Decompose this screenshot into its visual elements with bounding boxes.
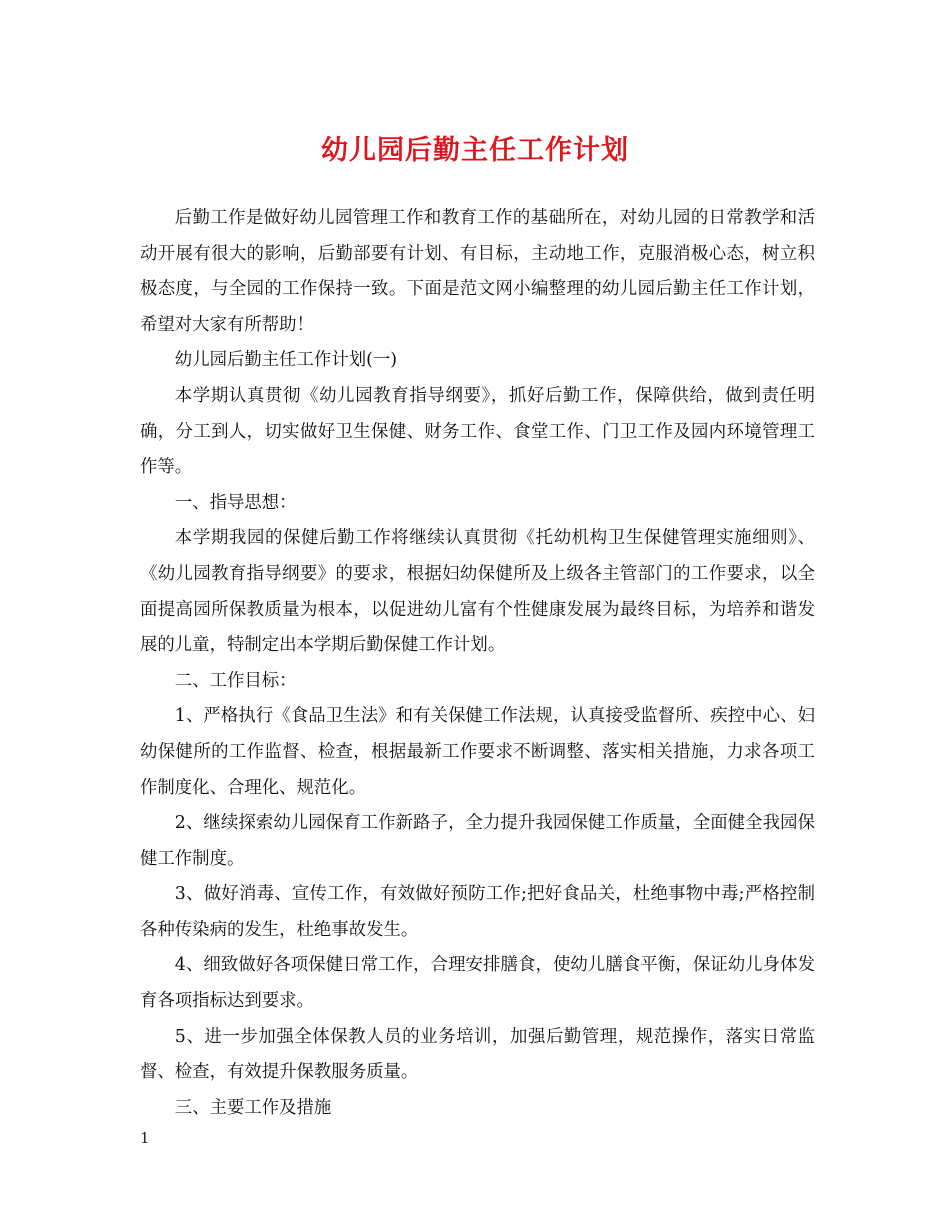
document-title: 幼儿园后勤主任工作计划 <box>321 135 629 166</box>
section-heading-plan-one: 幼儿园后勤主任工作计划(一) <box>174 350 398 371</box>
intro-paragraph: 后勤工作是做好幼儿园管理工作和教育工作的基础所在，对幼儿园的日常教学和活动开展有很大的影响，后勤部要有计划、有目标，主动地工作，克服消极心态，树立积极态度，与全园的工作保持一致。下面是范文网小编整理的幼儿园后勤主任工作计划，希望对大家有所帮助！ <box>140 208 815 335</box>
goal-item-3: 3、做好消毒、宣传工作，有效做好预防工作;把好食品关，杜绝事物中毒;严格控制各种传染病的发生，杜绝事故发生。 <box>140 884 815 940</box>
page-number: 1 <box>140 1129 150 1147</box>
goal-item-5: 5、进一步加强全体保教人员的业务培训，加强后勤管理，规范操作，落实日常监督、检查，有效提升保教服务质量。 <box>140 1026 815 1083</box>
goal-item-2: 2、继续探索幼儿园保育工作新路子，全力提升我园保健工作质量，全面健全我园保健工作制度。 <box>140 813 815 869</box>
guiding-ideology-paragraph: 本学期我园的保健后勤工作将继续认真贯彻《托幼机构卫生保健管理实施细则》、《幼儿园教育指导纲要》的要求，根据妇幼保健所及上级各主管部门的工作要求，以全面提高园所保教质量为根本，以促进幼儿富有个性健康发展为最终目标，为培养和谐发展的儿童，特制定出本学期后勤保健工作计划。 <box>140 528 815 656</box>
goal-item-4: 4、细致做好各项保健日常工作，合理安排膳食，使幼儿膳食平衡，保证幼儿身体发育各项指标达到要求。 <box>140 955 815 1012</box>
document-body <box>140 201 815 1126</box>
section-heading-guiding-ideology: 一、指导思想： <box>174 492 297 513</box>
section-heading-work-goals: 二、工作目标： <box>174 670 297 691</box>
section-heading-main-work: 三、主要工作及措施 <box>174 1097 332 1118</box>
goal-item-1: 1、严格执行《食品卫生法》和有关保健工作法规，认真接受监督所、疾控中心、妇幼保健所的工作监督、检查，根据最新工作要求不断调整、落实相关措施，力求各项工作制度化、合理化、规范化。 <box>140 706 815 798</box>
plan-overview-paragraph: 本学期认真贯彻《幼儿园教育指导纲要》，抓好后勤工作，保障供给，做到责任明确，分工到人，切实做好卫生保健、财务工作、食堂工作、门卫工作及园内环境管理工作等。 <box>140 385 815 478</box>
